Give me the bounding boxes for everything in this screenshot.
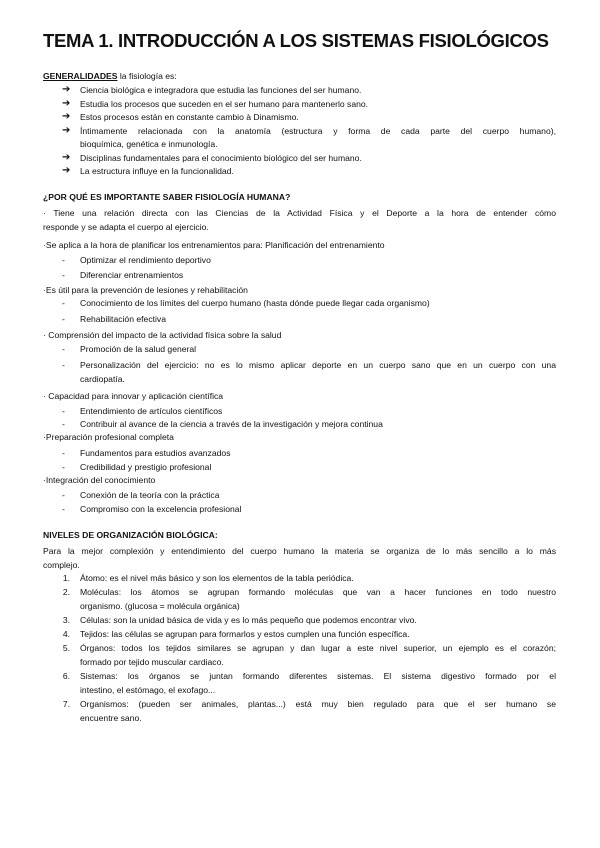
- list-item: Conocimiento de los límites del cuerpo humano (hasta dónde puede llegar cada organismo): [80, 298, 430, 308]
- generalidades-intro: [43, 71, 177, 82]
- generalidades-heading: GENERALIDADES: [43, 71, 118, 81]
- arrow-icon: ➔: [62, 84, 71, 95]
- generalidades-bullet: Estudia los procesos que suceden en el ser humano para mantenerlo sano.: [80, 99, 369, 109]
- list-number: 2.: [62, 587, 70, 597]
- niveles-item-cont: organismo. (glucosa = molécula orgánica): [80, 601, 240, 611]
- section-lesiones: ·Es útil para la prevención de lesiones y rehabilitación: [43, 285, 248, 295]
- list-item: Compromiso con la excelencia profesional: [80, 504, 242, 514]
- arrow-icon: ➔: [62, 98, 71, 109]
- dash-bullet: -: [62, 360, 65, 370]
- list-item: Credibilidad y prestigio profesional: [80, 462, 212, 472]
- list-item: Entendimiento de artículos científicos: [80, 406, 223, 416]
- list-item: Rehabilitación efectiva: [80, 314, 166, 324]
- niveles-item: Órganos: todos los tejidos similares se agrupan y dan lugar a este nivel superior, un ejemplo es el corazón;: [80, 643, 556, 653]
- importancia-heading: ¿POR QUÉ ES IMPORTANTE SABER FISIOLOGÍA HUMANA?: [43, 192, 291, 202]
- list-item: Personalización del ejercicio: no es lo mismo aplicar deporte en un cuerpo sano que en un cuerpo con una: [80, 360, 556, 370]
- section-salud: · Comprensión del impacto de la actividad física sobre la salud: [43, 330, 282, 340]
- generalidades-bullet-cont: bioquímica, genética e inmunología.: [80, 139, 218, 149]
- list-number: 6.: [62, 671, 70, 681]
- section-planificacion: ·Se aplica a la hora de planificar los entrenamientos para: Planificación del entrenamiento: [43, 240, 385, 250]
- niveles-item: Organismos: (pueden ser animales, plantas...) está muy bien regulado para que el ser humano se: [80, 699, 556, 709]
- arrow-icon: ➔: [62, 111, 71, 122]
- list-item: Conexión de la teoría con la práctica: [80, 490, 220, 500]
- niveles-intro: Para la mejor complexión y entendimiento del cuerpo humano la materia se organiza de lo más sencillo a lo más: [43, 546, 556, 556]
- dash-bullet: -: [62, 344, 65, 354]
- niveles-item: Moléculas: los átomos se agrupan formando moléculas que van a hacer funciones en todo nuestro: [80, 587, 556, 597]
- arrow-icon: ➔: [62, 125, 71, 136]
- generalidades-bullet: Íntimamente relacionada con la anatomía (estructura y forma de cada parte del cuerpo humano),: [80, 126, 556, 136]
- niveles-item-cont: encuentre sano.: [80, 713, 142, 723]
- generalidades-bullet: La estructura influye en la funcionalidad.: [80, 166, 234, 176]
- list-item: Diferenciar entrenamientos: [80, 270, 184, 280]
- dash-bullet: -: [62, 298, 65, 308]
- list-number: 4.: [62, 629, 70, 639]
- niveles-item: Células: son la unidad básica de vida y es lo más pequeño que podemos encontrar vivo.: [80, 615, 417, 625]
- section-integracion: ·Integración del conocimiento: [43, 475, 156, 485]
- list-number: 3.: [62, 615, 70, 625]
- dash-bullet: -: [62, 314, 65, 324]
- list-number: 5.: [62, 643, 70, 653]
- dash-bullet: -: [62, 270, 65, 280]
- niveles-item: Sistemas: los órganos se juntan formando diferentes sistemas. El sistema digestivo formado por el: [80, 671, 556, 681]
- importancia-paragraph: · Tiene una relación directa con las Ciencias de la Actividad Física y el Deporte a la hora de entender cómo: [43, 208, 556, 218]
- dash-bullet: -: [62, 419, 65, 429]
- list-item-cont: cardiopatía.: [80, 374, 125, 384]
- page-title: TEMA 1. INTRODUCCIÓN A LOS SISTEMAS FISIOLÓGICOS: [43, 30, 549, 51]
- section-innovar: · Capacidad para innovar y aplicación científica: [43, 391, 224, 401]
- list-item: Promoción de la salud general: [80, 344, 197, 354]
- list-item: Contribuir al avance de la ciencia a través de la investigación y mejora continua: [80, 419, 383, 429]
- niveles-item: Tejidos: las células se agrupan para formarlos y estos cumplen una función específica.: [80, 629, 410, 639]
- dash-bullet: -: [62, 406, 65, 416]
- arrow-icon: ➔: [62, 152, 71, 163]
- dash-bullet: -: [62, 504, 65, 514]
- importancia-paragraph-cont: responde y se adapta el cuerpo al ejercicio.: [43, 222, 209, 232]
- arrow-icon: ➔: [62, 165, 71, 176]
- dash-bullet: -: [62, 255, 65, 265]
- niveles-item: Átomo: es el nivel más básico y son los elementos de la tabla periódica.: [80, 573, 354, 583]
- generalidades-bullet: Estos procesos están en constante cambio à Dinamismo.: [80, 112, 299, 122]
- niveles-heading: NIVELES DE ORGANIZACIÓN BIOLÓGICA:: [43, 530, 218, 540]
- generalidades-intro-text: la fisiología es:: [117, 71, 177, 81]
- generalidades-bullet: Ciencia biológica e integradora que estudia las funciones del ser humano.: [80, 85, 362, 95]
- list-number: 1.: [62, 573, 70, 583]
- list-item: Optimizar el rendimiento deportivo: [80, 255, 211, 265]
- list-number: 7.: [62, 699, 70, 709]
- generalidades-bullet: Disciplinas fundamentales para el conocimiento biológico del ser humano.: [80, 153, 362, 163]
- niveles-intro-cont: complejo.: [43, 560, 80, 570]
- niveles-item-cont: formado por tejido muscular cardiaco.: [80, 657, 224, 667]
- dash-bullet: -: [62, 448, 65, 458]
- dash-bullet: -: [62, 490, 65, 500]
- niveles-item-cont: intestino, el estómago, el exofago...: [80, 685, 216, 695]
- list-item: Fundamentos para estudios avanzados: [80, 448, 231, 458]
- dash-bullet: -: [62, 462, 65, 472]
- section-preparacion: ·Preparación profesional completa: [43, 432, 174, 442]
